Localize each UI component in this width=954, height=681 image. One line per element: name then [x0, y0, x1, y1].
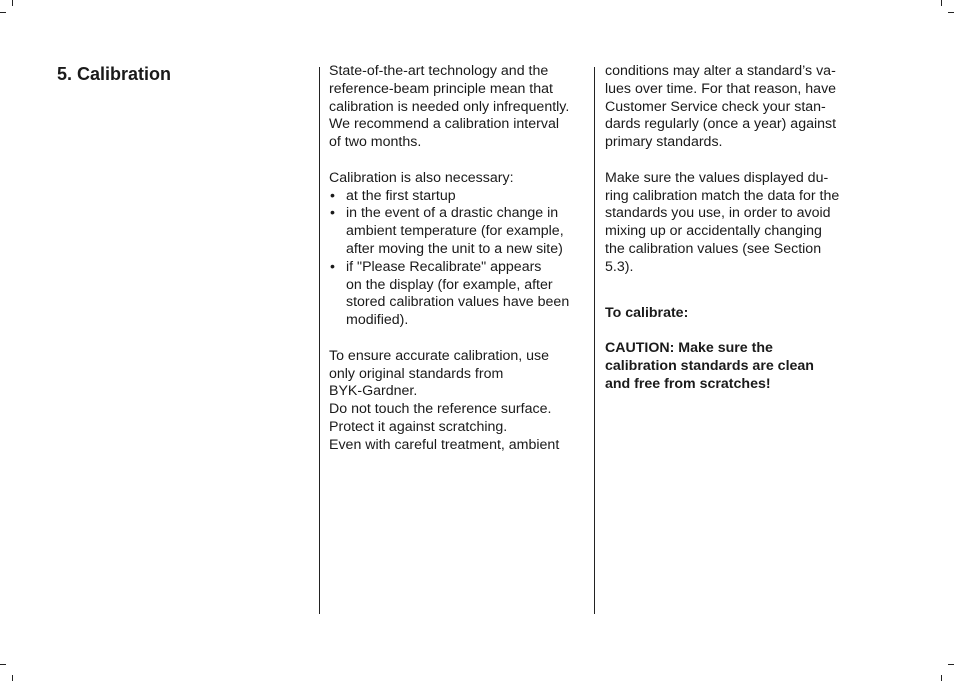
- crop-mark: [948, 664, 954, 665]
- text-line: Make sure the values displayed du-: [605, 169, 829, 186]
- to-calibrate-heading: To calibrate:: [605, 304, 689, 321]
- crop-mark: [12, 0, 13, 6]
- text-line: standards you use, in order to avoid: [605, 205, 831, 222]
- bullet-icon: •: [330, 258, 335, 275]
- text-line: reference-beam principle mean that: [329, 80, 553, 97]
- crop-mark: [948, 12, 954, 13]
- list-item: [329, 259, 569, 330]
- list-item: [329, 205, 569, 258]
- text-line: lues over time. For that reason, have: [605, 80, 837, 97]
- text-line: if "Please Recalibrate" appears: [346, 258, 542, 275]
- crop-mark: [941, 0, 942, 6]
- crop-mark: [0, 12, 6, 13]
- values-paragraph: [605, 170, 839, 277]
- text-line: We recommend a calibration interval: [329, 116, 559, 133]
- text-line: primary standards.: [605, 134, 723, 151]
- standards-paragraph: [329, 348, 569, 455]
- column-divider: [594, 67, 595, 614]
- text-line: after moving the unit to a new site): [346, 240, 563, 257]
- text-line: mixing up or accidentally changing: [605, 223, 822, 240]
- text-line: BYK-Gardner.: [329, 383, 418, 400]
- text-line: at the first startup: [346, 187, 456, 204]
- text-line: of two months.: [329, 134, 422, 151]
- intro-paragraph: [329, 63, 569, 152]
- text-line: State-of-the-art technology and the: [329, 63, 549, 79]
- text-line: CAUTION: Make sure the: [605, 340, 773, 357]
- conditions-paragraph: [605, 63, 839, 152]
- bullet-intro: Calibration is also necessary:: [329, 169, 514, 186]
- text-line: in the event of a drastic change in: [346, 205, 559, 222]
- text-line: only original standards from: [329, 365, 504, 382]
- section-title: 5. Calibration: [57, 64, 172, 84]
- column-divider: [319, 67, 320, 614]
- text-line: Even with careful treatment, ambient: [329, 436, 560, 453]
- text-line: To ensure accurate calibration, use: [329, 347, 550, 364]
- list-item: [329, 188, 569, 206]
- crop-mark: [0, 664, 6, 665]
- text-line: stored calibration values have been: [346, 294, 570, 311]
- text-line: ring calibration match the data for the: [605, 187, 840, 204]
- text-line: modified).: [346, 312, 409, 329]
- text-line: on the display (for example, after: [346, 276, 553, 293]
- text-line: calibration standards are clean: [605, 357, 814, 374]
- text-line: dards regularly (once a year) against: [605, 116, 837, 133]
- text-column-1: [329, 63, 569, 455]
- bullet-icon: •: [330, 187, 335, 204]
- text-line: the calibration values (see Section: [605, 240, 822, 257]
- text-line: conditions may alter a standard’s va-: [605, 63, 836, 79]
- text-line: and free from scratches!: [605, 375, 771, 392]
- crop-mark: [941, 675, 942, 681]
- text-column-2: [605, 63, 839, 394]
- crop-mark: [12, 675, 13, 681]
- text-line: ambient temperature (for example,: [346, 223, 564, 240]
- text-line: Protect it against scratching.: [329, 418, 508, 435]
- bullet-list: [329, 188, 569, 330]
- text-line: Do not touch the reference surface.: [329, 401, 552, 418]
- text-line: 5.3).: [605, 258, 634, 275]
- text-line: Customer Service check your stan-: [605, 98, 826, 115]
- caution-note: [605, 340, 839, 393]
- text-line: calibration is needed only infrequently.: [329, 98, 570, 115]
- bullet-icon: •: [330, 205, 335, 222]
